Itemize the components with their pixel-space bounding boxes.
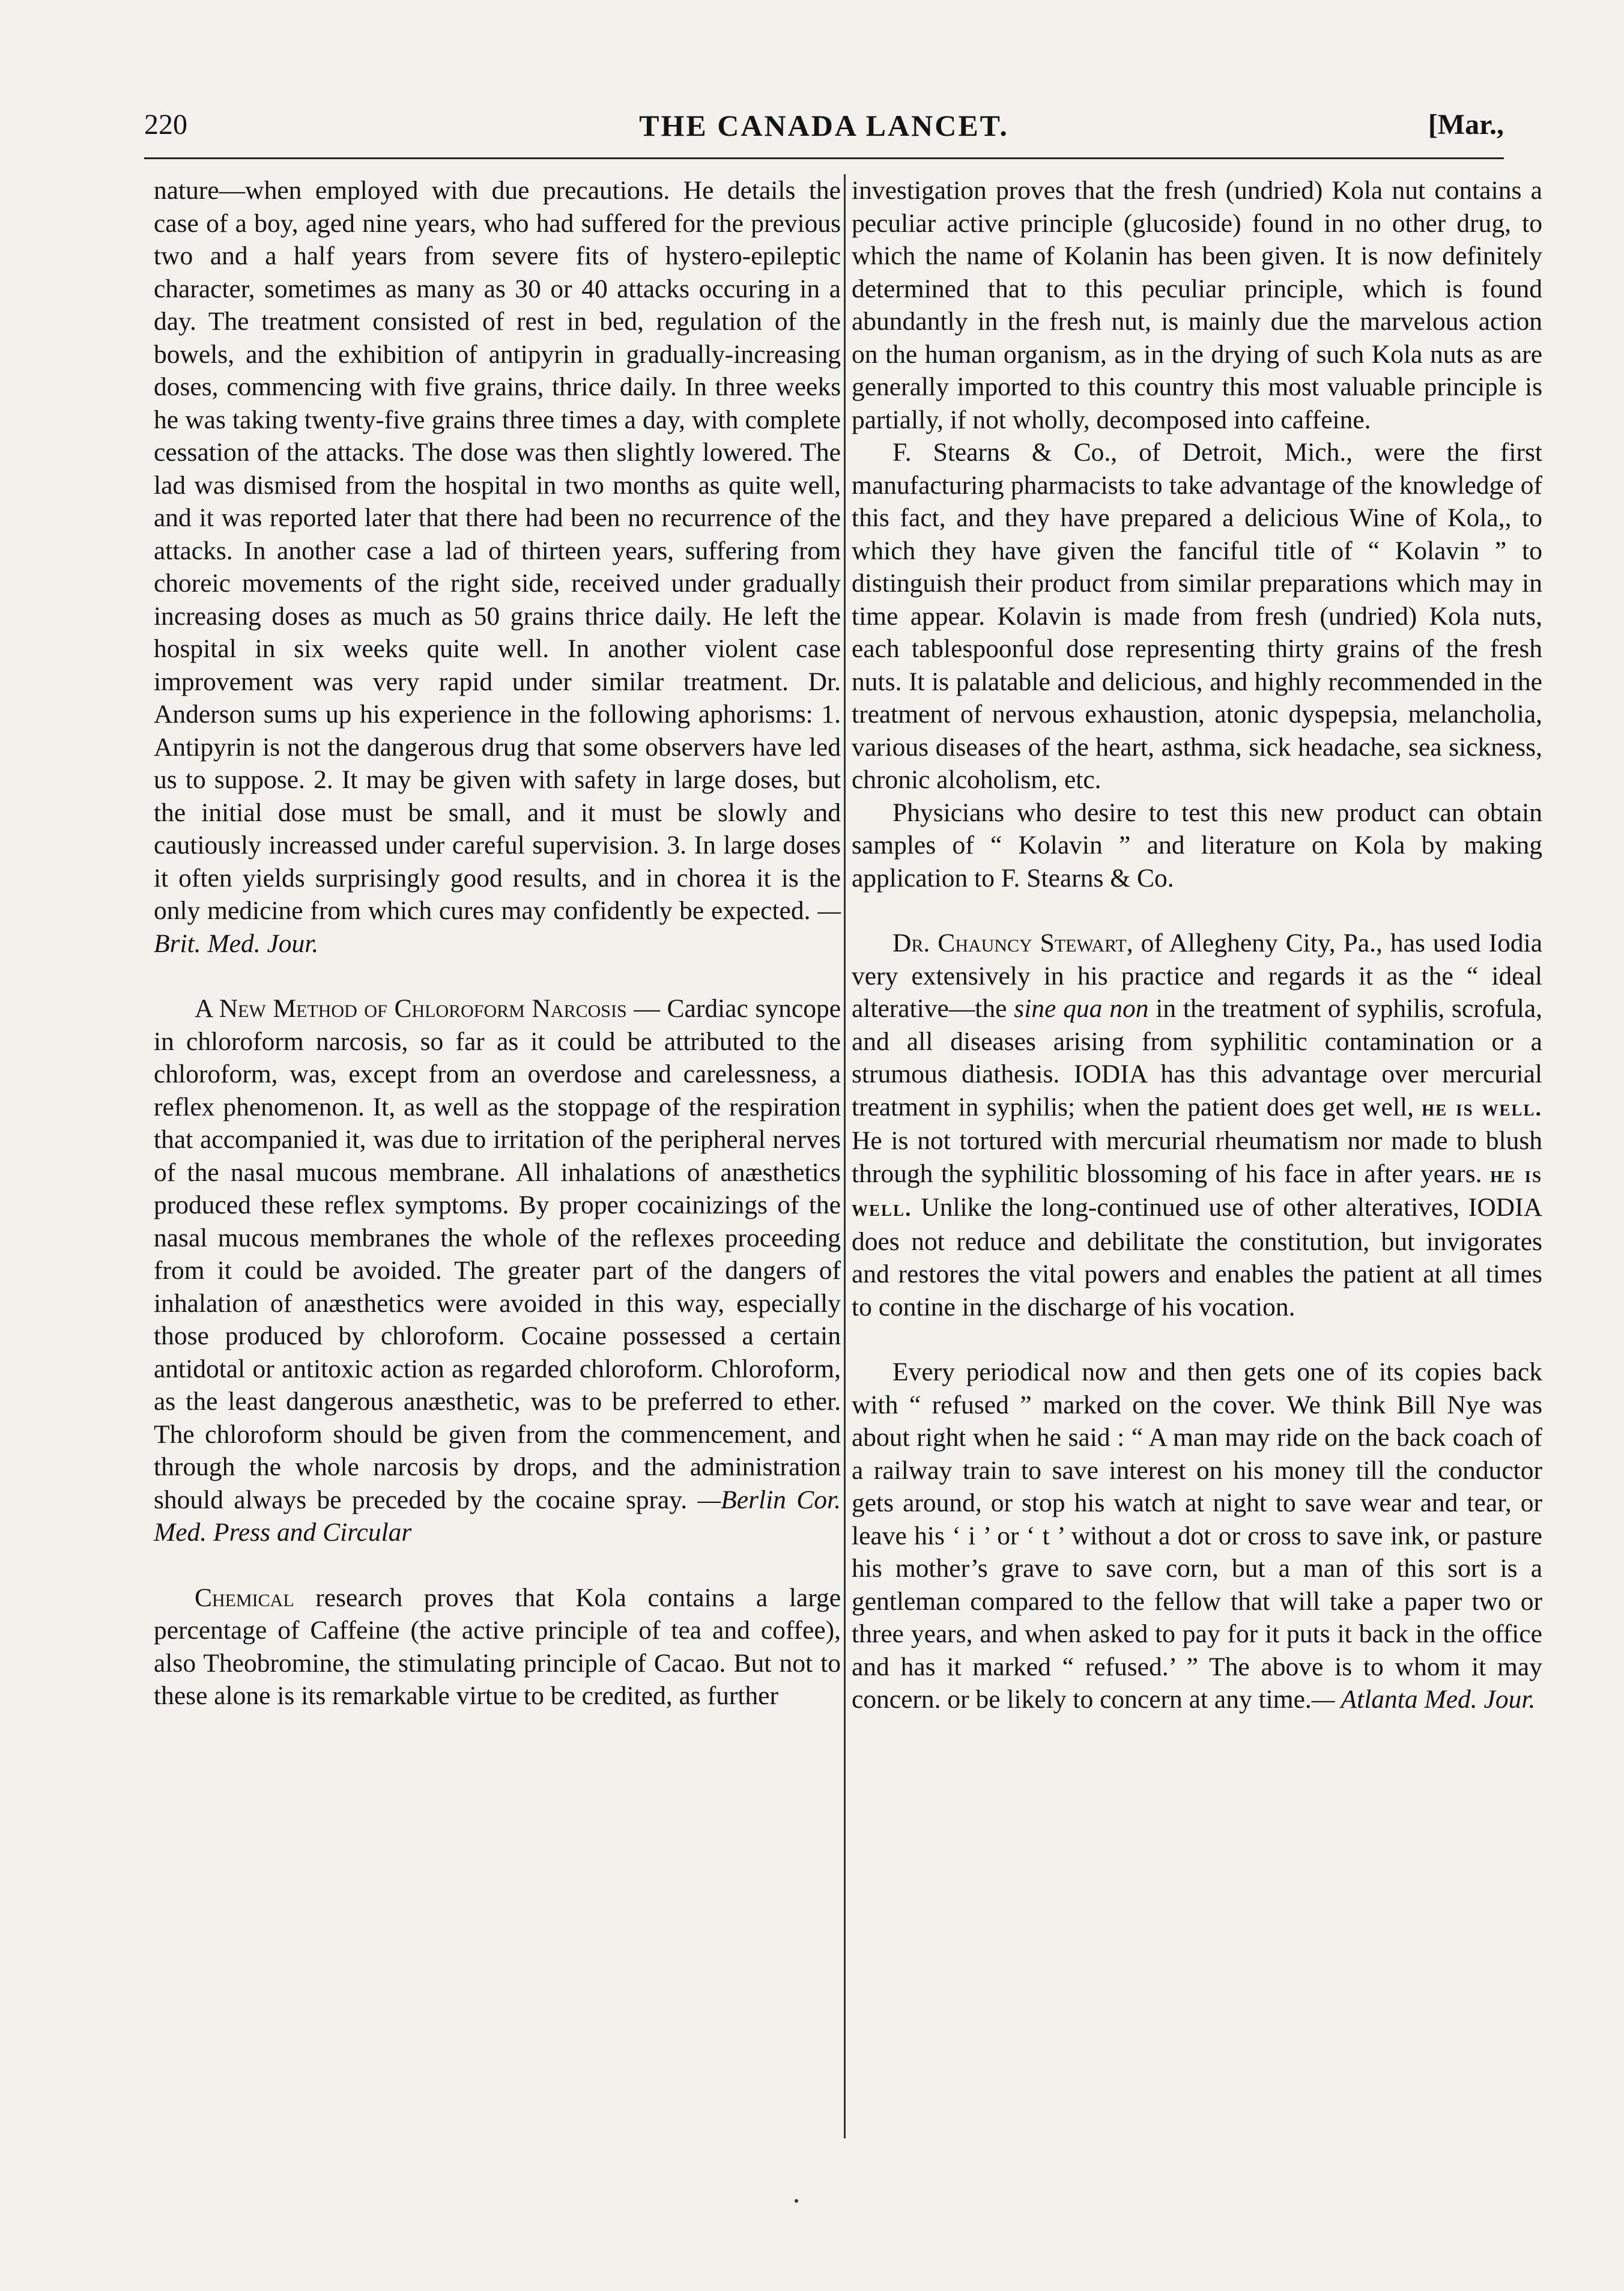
print-speck [795,2199,798,2203]
antipyrin-text: nature—when employed with due precautions. He details the case of a boy, aged nine years, who had suffered for the previous two and a half years from severe fits of hystero-epileptic character, sometimes as many as 30 or 40 attacks occuring in a day. The treatment consisted of rest in bed, regulation of the bowels, and the exhibition of antipyrin in gradually-increasing doses, commencing with five grains, thrice daily. In three weeks he was taking twenty-five grains three times a day, with complete cessation of the attacks. The dose was then slightly lowered. The lad was dismised from the hospital in two months as quite well, and it was reported later that there had been no recurrence of the attacks. In another case a lad of thirteen years, suffering from choreic movements of the right side, received under gradually increasing doses as much as 50 grains thrice daily. He left the hospital in six weeks quite well. In another violent case improvement was very rapid under similar treatment. Dr. Anderson sums up his experience in the following aphorisms: 1. Antipyrin is not the dangerous drug that some observers have led us to suppose. 2. It may be given with safety in large doses, but the initial dose must be small, and it must be slowly and cautiously increassed under careful supervision. 3. In large doses it often yields surprisingly good results, and in chorea it is the only medicine from which cures may confidently be expected. [154,176,841,925]
iodia-paragraph [852,927,1542,1323]
header-rule [144,157,1504,159]
issue-month: [Mar., [1428,109,1504,141]
chloroform-heading: A New Method of Chloroform Narcosis [195,994,627,1023]
iodia-emphasis-2: he is well. [852,1162,1542,1221]
iodia-text-d: Unlike the long-continued use of other alteratives, IODIA does not reduce and debilitate the constitution, but invigorates and restores the vital powers and enables the patient at all times to contine in the discharge of his vocation. [852,1193,1542,1321]
left-column [154,174,841,1713]
iodia-text-c: He is not tortured with mercurial rheumatism nor made to blush through the syphilitic blossoming of his face in after years. [852,1126,1542,1188]
iodia-text-a: of Allegheny City, Pa., has used Iodia very extensively in his practice and regards it as the “ ideal alterative—the [852,929,1542,1023]
right-column [852,174,1542,1716]
column-divider [844,174,846,2138]
kola-paragraph [154,1582,841,1713]
physicians-paragraph: Physicians who desire to test this new product can obtain samples of “ Kolavin ” and literature on Kola by making application to F. Stearns & Co. [852,798,1542,893]
stearns-paragraph: F. Stearns & Co., of Detroit, Mich., were the first manufacturing pharmacists to take advantage of the knowledge of this fact, and they have prepared a delicious Wine of Kola,, to which they have given the fanciful title of “ Kolavin ” to distinguish their product from similar preparations which may in time appear. Kolavin is made from fresh (undried) Kola nuts, each tablespoonful dose representing thirty grains of the fresh nuts. It is palatable and delicious, and highly recommended in the treatment of nervous exhaustion, atonic dyspepsia, melancholia, various diseases of the heart, asthma, sick headache, sea sickness, chronic alcoholism, etc. [852,438,1542,794]
kola-text: research proves that Kola contains a large percentage of Caffeine (the active principle of tea and coffee), also Theobromine, the stimulating principle of Cacao. But not to these alone is its remarkable virtue to be credited, as further [154,1583,841,1710]
iodia-text-b: in the treatment of syphilis, scrofula, and all diseases arising from syphilitic contamination or a strumous diathesis. IODIA has this advantage over mercurial treatment in syphilis; when the patient does get well, [852,994,1543,1121]
periodical-source: — Atlanta Med. Jour. [1311,1685,1536,1714]
iodia-lead: Dr. Chauncy Stewart, [892,929,1133,957]
antipyrin-source: —Brit. Med. Jour. [154,896,841,958]
chloroform-text: — Cardiac syncope in chloroform narcosis, so far as it could be attributed to the chloroform, was, except from an overdose and carelessness, a reflex phenomenon. It, as well as the stoppage of the respiration that accompanied it, was due to irritation of the peripheral nerves of the nasal mucous membrane. All inhalations of anæsthetics produced these reflex symptoms. By proper cocainizings of the nasal mucous membranes the whole of the reflexes proceeding from it could be avoided. The greater part of the dangers of inhalation of anæsthetics were avoided in this way, especially those produced by chloroform. Cocaine possessed a certain antidotal or antitoxic action as regarded chloroform. Chloroform, as the least dangerous anæsthetic, was to be preferred to ether. The chloroform should be given from the commencement, and through the whole narcosis by drops, and the administration should always be preceded by the cocaine spray. [154,994,841,1514]
chloroform-source: —Berlin Cor. Med. Press and Circular [154,1485,841,1547]
kola-continued-paragraph: investigation proves that the fresh (undried) Kola nut contains a peculiar active principle (glucoside) found in no other drug, to which the name of Kolanin has been given. It is now definitely determined that to this peculiar principle, which is found abundantly in the fresh nut, is mainly due the marvelous action on the human organism, as in the drying of such Kola nuts as are generally imported to this country this most valuable principle is partially, if not wholly, decomposed into caffeine. [852,176,1542,434]
iodia-emphasis-1: he is well. [1422,1095,1543,1121]
antipyrin-paragraph [154,174,841,960]
kola-lead: Chemical [195,1583,294,1612]
journal-title: THE CANADA LANCET. [639,109,1009,142]
periodical-paragraph [852,1356,1542,1716]
page-number: 220 [144,109,187,141]
chloroform-paragraph [154,992,841,1549]
periodical-text: Every periodical now and then gets one of its copies back with “ refused ” marked on the cover. We think Bill Nye was about right when he said : “ A man may ride on the back coach of a railway train to save interest on his money till the conductor gets around, or stop his watch at night to save wear and tear, or leave his ‘ i ’ or ‘ t ’ without a dot or cross to save ink, or pasture his mother’s grave to save corn, but a man of this sort is a gentleman compared to the fellow that will take a paper two or three years, and when asked to pay for it puts it back in the office and has it marked “ refused.’ ” The above is to whom it may concern. or be likely to concern at any time. [852,1358,1542,1714]
running-header [144,108,1504,156]
iodia-latin: sine qua non [1014,994,1149,1023]
